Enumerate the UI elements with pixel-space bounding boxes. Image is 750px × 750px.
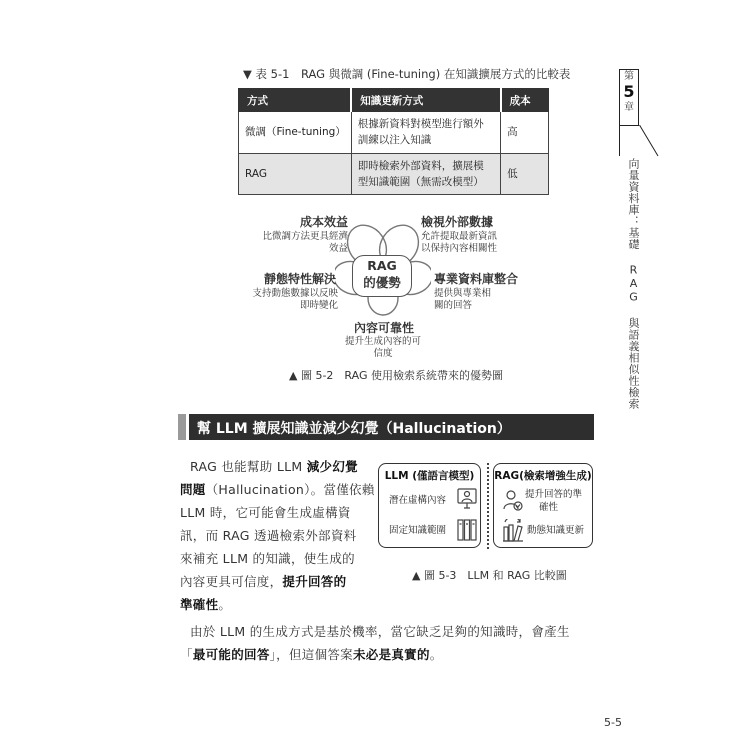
- comparison-table: [238, 88, 549, 195]
- advantage-desc: 比微調方法更具經濟效益: [262, 231, 348, 255]
- advantage-title: 靜態特性解決: [264, 272, 337, 286]
- paragraph-line: 來補充 LLM 的知識，使生成的: [180, 551, 355, 566]
- rag-advantages-center: RAG 的優勢: [352, 255, 412, 297]
- bookshelf-update-icon: [502, 519, 524, 543]
- advantage-title: 內容可靠性: [354, 321, 415, 335]
- header-update: 知識更新方式: [351, 89, 500, 112]
- books-icon: [457, 518, 477, 542]
- cell-cost: 高: [501, 112, 549, 154]
- section-title: 幫 LLM 擴展知識並減少幻覺（Hallucination）: [197, 421, 511, 437]
- section-header: [178, 414, 594, 440]
- paragraph-line: RAG 也能幫助 LLM 減少幻覺: [190, 459, 358, 474]
- paragraph-line: 訊，而 RAG 透過檢索外部資料: [180, 528, 357, 543]
- paragraph-line: 問題（Hallucination）。當僅依賴: [180, 482, 375, 497]
- cell-update: 即時檢索外部資料，擴展模型知識範圍（無需改模型）: [351, 153, 500, 195]
- table-row: [239, 112, 549, 154]
- person-screen-icon: [457, 488, 477, 510]
- advantage-title: 成本效益: [300, 215, 349, 229]
- cell-cost: 低: [501, 153, 549, 195]
- cell-method: 微調（Fine-tuning）: [239, 112, 352, 154]
- advantage-desc: 提升生成內容的可信度: [345, 336, 422, 360]
- user-check-icon: [503, 490, 523, 512]
- llm-box: LLM (僅語言模型) 潛在虛構內容 固定知識範圍: [378, 463, 481, 548]
- advantage-desc: 提供與專業相關的回答: [434, 288, 492, 312]
- paragraph-line: 準確性。: [180, 597, 232, 612]
- chapter-tab: 第 5 章: [619, 69, 639, 126]
- header-cost: 成本: [501, 89, 549, 112]
- paragraph-line: 內容更具可信度，提升回答的: [180, 574, 347, 589]
- cell-update: 根據新資料對模型進行額外訓練以注入知識: [351, 112, 500, 154]
- advantage-title: 檢視外部數據: [421, 215, 494, 229]
- cell-method: RAG: [239, 153, 352, 195]
- header-method: 方式: [239, 89, 352, 112]
- advantage-desc: 支持動態數據以反映即時變化: [252, 288, 338, 312]
- table-caption: ▼ 表 5-1 RAG 與微調 (Fine-tuning) 在知識擴展方式的比較表: [243, 67, 571, 81]
- paragraph-line: LLM 時，它可能會生成虛構資: [180, 505, 351, 520]
- figure-caption: ▲ 圖 5-2 RAG 使用檢索系統帶來的優勢圖: [289, 369, 503, 382]
- rag-box: RAG(檢索增強生成) 提升回答的準 確性 動態知識更新: [493, 463, 593, 548]
- table-row: [239, 153, 549, 195]
- advantage-desc: 允許提取最新資訊以保持內容相關性: [421, 231, 498, 255]
- paragraph-line: 「最可能的回答」，但這個答案未必是真實的。: [180, 647, 443, 662]
- table-header-row: [239, 89, 549, 112]
- figure-caption: ▲ 圖 5-3 LLM 和 RAG 比較圖: [412, 569, 567, 582]
- chapter-title: 向量資料庫：基礎 RAG 與語義相似性檢索: [627, 158, 640, 410]
- advantage-title: 專業資料庫整合: [434, 272, 519, 286]
- chapter-tab-tail-icon: [619, 125, 659, 157]
- page-number: 5-5: [604, 716, 622, 729]
- paragraph-line: 由於 LLM 的生成方式是基於機率，當它缺乏足夠的知識時，會產生: [190, 624, 570, 639]
- figure-divider: [487, 463, 489, 549]
